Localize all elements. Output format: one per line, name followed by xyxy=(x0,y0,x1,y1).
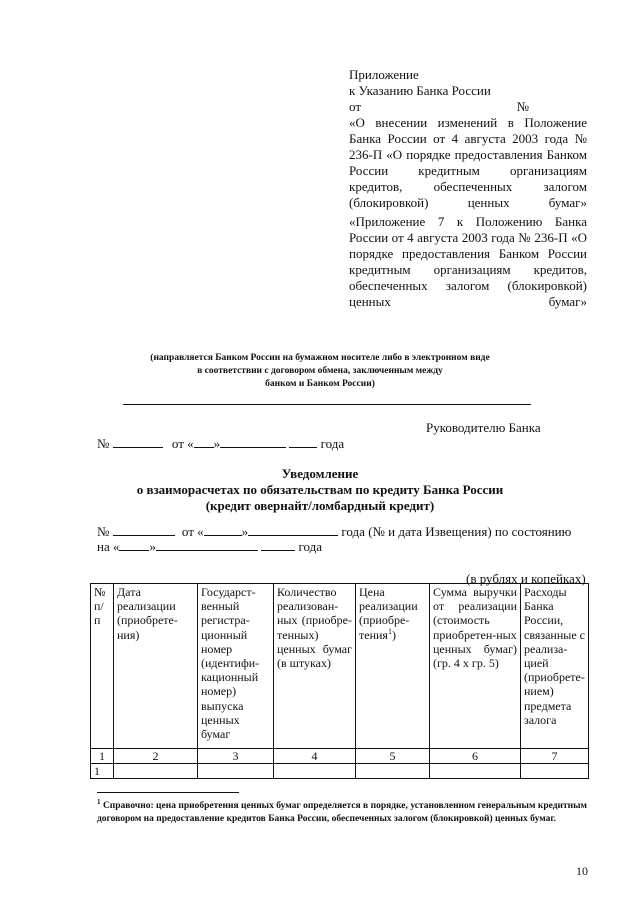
notice-title-line2: о взаиморасчетах по обязательствам по кредиту Банка России xyxy=(136,482,504,497)
column-number: 5 xyxy=(356,749,430,764)
appendix-date-number-line xyxy=(349,99,587,115)
quote-close: » xyxy=(241,524,249,539)
notice-title-line3: (кредит овернайт/ломбардный кредит) xyxy=(205,498,435,513)
appendix-from-label: от xyxy=(349,99,362,114)
header-cell-date: Дата реализации (приобрете-ния) xyxy=(114,584,198,749)
delivery-note-line2: в соответствии с договором обмена, заключенным между xyxy=(197,366,443,376)
column-number: 2 xyxy=(114,749,198,764)
year-label: года xyxy=(298,539,323,554)
footnote-text: Справочно: цена приобретения ценных бумаг определяется в порядке, установленном генеральным кредитным договором на предоставление кредитов Банка России, обеспеченных залогом (блокировкой) ценных бумаг. xyxy=(97,801,587,825)
price-header-close: ) xyxy=(391,627,396,642)
table-row xyxy=(91,764,589,779)
price-footnote-ref: 1 xyxy=(387,626,392,636)
row-number: 1 xyxy=(91,764,114,779)
number-blank xyxy=(113,524,175,536)
recipient: Руководителю Банка xyxy=(426,420,541,435)
month-year-blank xyxy=(248,524,338,536)
appendix-reference: к Указанию Банка России xyxy=(349,83,491,98)
reference-tail: года (№ и дата Извещения) по состоянию xyxy=(341,524,572,539)
table-cell xyxy=(114,764,198,779)
table-cell xyxy=(198,764,274,779)
header-cell-price xyxy=(356,584,430,749)
from-label: от « xyxy=(181,524,204,539)
on-label: на « xyxy=(97,539,120,554)
quote-close: » xyxy=(213,436,221,451)
appendix7-text: «Приложение 7 к Положению Банка России от 4 августа 2003 года № 236-П «О порядке предоставления Банком России кредитным организациям кредитов, обеспеченных залогом (блокировкой) ценных бумаг» xyxy=(349,214,587,309)
year-blank xyxy=(289,436,317,448)
delivery-note-line3: банком и Банком России) xyxy=(265,379,375,389)
header-cell-quantity: Количество реализован-ных (приобре-тенных) ценных бумаг (в штуках) xyxy=(274,584,356,749)
table-header-row xyxy=(91,584,589,749)
settlement-table xyxy=(90,583,589,779)
header-cell-expenses: Расходы Банка России, связанные с реализа-цией (приобрете-нием) предмета залога xyxy=(521,584,589,749)
number-blank xyxy=(113,436,163,448)
price-header-text: Цена реализации (приобре-тения xyxy=(359,585,418,642)
from-label: от « xyxy=(171,436,194,451)
number-sign: № xyxy=(97,524,110,539)
table-cell xyxy=(356,764,430,779)
column-number-row xyxy=(91,749,589,764)
footnote xyxy=(97,796,587,826)
table-cell xyxy=(274,764,356,779)
year-label: года xyxy=(320,436,345,451)
outgoing-number-line xyxy=(97,436,344,452)
header-cell-proceeds: Сумма выручки от реализации (стоимость приобретен-ных ценных бумаг) (гр. 4 х гр. 5) xyxy=(430,584,521,749)
footnote-ref: 1 xyxy=(97,798,101,806)
notice-reference-line xyxy=(97,524,571,540)
table-cell xyxy=(430,764,521,779)
quote-close: » xyxy=(149,539,156,554)
appendix-number-label: № xyxy=(516,99,529,114)
day-blank xyxy=(119,539,149,551)
as-of-date-line xyxy=(97,539,322,555)
column-number: 7 xyxy=(521,749,589,764)
column-number: 4 xyxy=(274,749,356,764)
day-blank xyxy=(204,524,242,536)
page-number: 10 xyxy=(576,864,588,878)
appendix-about-text: «О внесении изменений в Положение Банка России от 4 августа 2003 года № 236-П «О порядке предоставления Банком России кредитным организациям кредитов, обеспеченных залогом (блокировкой) ценных бумаг» xyxy=(349,115,587,210)
column-number: 3 xyxy=(198,749,274,764)
delivery-note xyxy=(130,352,510,391)
number-sign: № xyxy=(97,436,110,451)
month-blank xyxy=(220,436,286,448)
day-blank xyxy=(194,436,214,448)
appendix-title: Приложение xyxy=(349,67,419,82)
appendix-block xyxy=(349,67,587,211)
month-blank xyxy=(156,539,258,551)
notice-title xyxy=(120,466,520,514)
header-cell-number: № п/п xyxy=(91,584,114,749)
year-blank xyxy=(261,539,295,551)
header-cell-registration-number: Государст-венный регистра-ционный номер (идентифи-кационный номер) выпуска ценных бумаг xyxy=(198,584,274,749)
column-number: 1 xyxy=(91,749,114,764)
footnote-rule xyxy=(97,792,239,793)
column-number: 6 xyxy=(430,749,521,764)
units-note: (в рублях и копейках) xyxy=(466,571,586,586)
delivery-note-line1: (направляется Банком России на бумажном носителе либо в электронном виде xyxy=(150,353,490,363)
divider-line xyxy=(123,404,531,405)
table-cell xyxy=(521,764,589,779)
notice-title-line1: Уведомление xyxy=(281,466,359,481)
